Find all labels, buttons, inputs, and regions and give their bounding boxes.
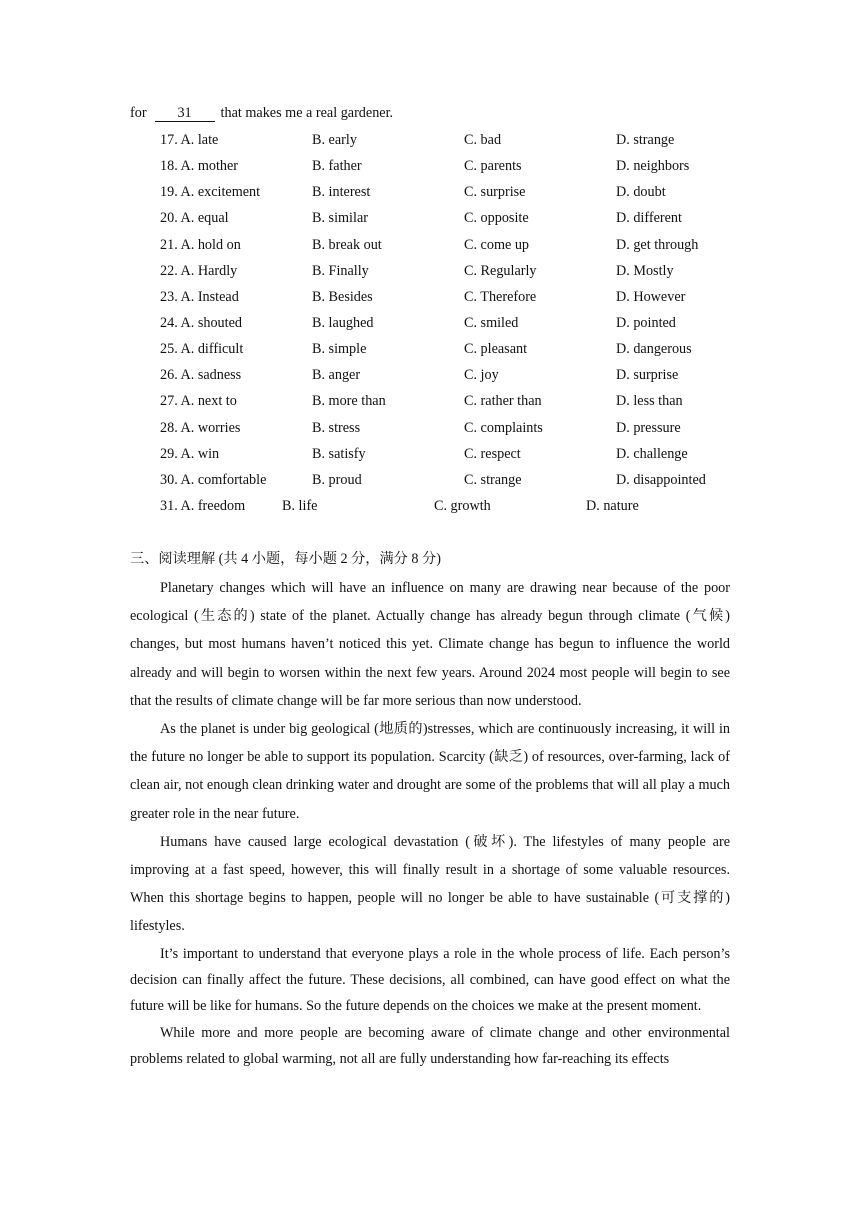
option-a: 24. A. shouted [160,314,242,331]
option-a: 29. A. win [160,445,220,462]
option-b: B. interest [312,184,371,201]
option-c: C. joy [464,367,499,384]
option-c: C. respect [464,445,521,462]
option-d: D. However [616,288,686,305]
option-c: C. growth [434,497,491,514]
option-a: 31. A. freedom [160,497,246,514]
option-a: 22. A. Hardly [160,262,238,279]
option-d: D. nature [586,497,639,514]
question-row [0,338,860,364]
question-row [0,260,860,286]
question-row [0,364,860,390]
option-b: B. laughed [312,314,374,331]
question-row [0,390,860,416]
option-c: C. pleasant [464,341,528,358]
option-a: 25. A. difficult [160,341,244,358]
question-row [0,469,860,495]
passage-paragraph: While more and more people are becoming aware of climate change and other environmental problems related to global warming, not all are fully understanding how far-reaching its effects [130,1024,730,1067]
option-a: 30. A. comfortable [160,471,267,488]
option-b: B. early [312,132,357,148]
option-d: D. surprise [616,367,679,384]
option-a: 26. A. sadness [160,367,242,384]
option-b: B. satisfy [312,445,366,462]
option-b: B. Besides [312,288,373,305]
option-d: D. doubt [616,184,666,201]
option-a: 18. A. mother [160,158,239,175]
option-c: C. Regularly [464,262,537,279]
question-row [0,234,860,260]
option-d: D. pointed [616,314,676,331]
option-d: D. disappointed [616,471,706,488]
question-row [0,312,860,338]
option-d: D. less than [616,393,683,410]
question-row [0,207,860,233]
option-a: 17. A. late [160,132,219,148]
question-row [0,443,860,469]
line-suffix: that makes me a real gardener. [220,105,394,121]
option-a: 19. A. excitement [160,184,261,201]
option-c: C. bad [464,132,502,148]
passage-paragraph: Planetary changes which will have an influence on many are drawing near because of the poor ecological (生态的) state of the planet. Actually change has already begun through climate (气候) changes, but most humans haven’t noticed this yet. Climate change has begun to influence the world already and will begin to worsen within the next few years. Around 2024 most people will begin to see that the results of climate change will be far more serious than now understood. [130,580,730,709]
option-c: C. strange [464,471,522,488]
question-row [0,155,860,181]
option-c: C. rather than [464,393,542,410]
option-a: 27. A. next to [160,393,237,410]
option-c: C. opposite [464,210,529,227]
answer-options [0,129,860,521]
option-a: 21. A. hold on [160,236,241,253]
option-b: B. similar [312,210,368,227]
option-b: B. proud [312,471,362,488]
passage-paragraph: Humans have caused large ecological devastation (破坏). The lifestyles of many people are improving at a fast speed, however, this will finally result in a shortage of some valuable resources. When this shortage begins to happen, people will no longer be able to have sustainable (可支撑的) lifestyles. [130,833,730,935]
option-b: B. anger [312,367,361,384]
option-a: 20. A. equal [160,210,229,227]
option-b: B. simple [312,341,367,358]
option-d: D. Mostly [616,262,674,279]
question-row [0,181,860,207]
option-d: D. get through [616,236,699,253]
option-a: 28. A. worries [160,419,241,436]
line-prefix: for [130,105,147,121]
question-row [0,286,860,312]
option-b: B. life [282,497,318,514]
section-heading: 三、阅读理解 (共 4 小题，每小题 2 分，满分 8 分) [130,551,441,567]
option-c: C. parents [464,158,522,175]
option-b: B. father [312,158,362,175]
answer-blank-31: 31 [155,106,215,122]
option-d: D. challenge [616,445,688,462]
option-b: B. Finally [312,262,369,279]
option-b: B. stress [312,419,361,436]
option-c: C. Therefore [464,288,537,305]
option-d: D. dangerous [616,341,692,358]
question-row [0,495,860,521]
option-d: D. neighbors [616,158,690,175]
option-b: B. break out [312,236,382,253]
option-d: D. different [616,210,682,227]
passage-paragraph: As the planet is under big geological (地质的)stresses, which are continuously increasing, it will in the future no longer be able to support its population. Scarcity (缺乏) of resources, over-farming, lack of clean air, not enough clean drinking water and drought are some of the problems that will all play a much greater role in the near future. [130,721,730,822]
option-c: C. come up [464,236,530,253]
question-row [0,417,860,443]
option-c: C. smiled [464,314,519,331]
option-d: D. pressure [616,419,681,436]
cloze-last-line [130,104,393,122]
passage-paragraph: It’s important to understand that everyone plays a role in the whole process of life. Each person’s decision can finally affect the future. These decisions, all combined, can have good effect on what the future will be like for humans. So the future depends on the choices we make at the present moment. [130,945,730,1015]
option-c: C. complaints [464,419,543,436]
option-c: C. surprise [464,184,526,201]
question-row [0,129,860,155]
option-a: 23. A. Instead [160,288,239,305]
option-d: D. strange [616,132,675,148]
option-b: B. more than [312,393,386,410]
reading-passage [130,574,730,1072]
